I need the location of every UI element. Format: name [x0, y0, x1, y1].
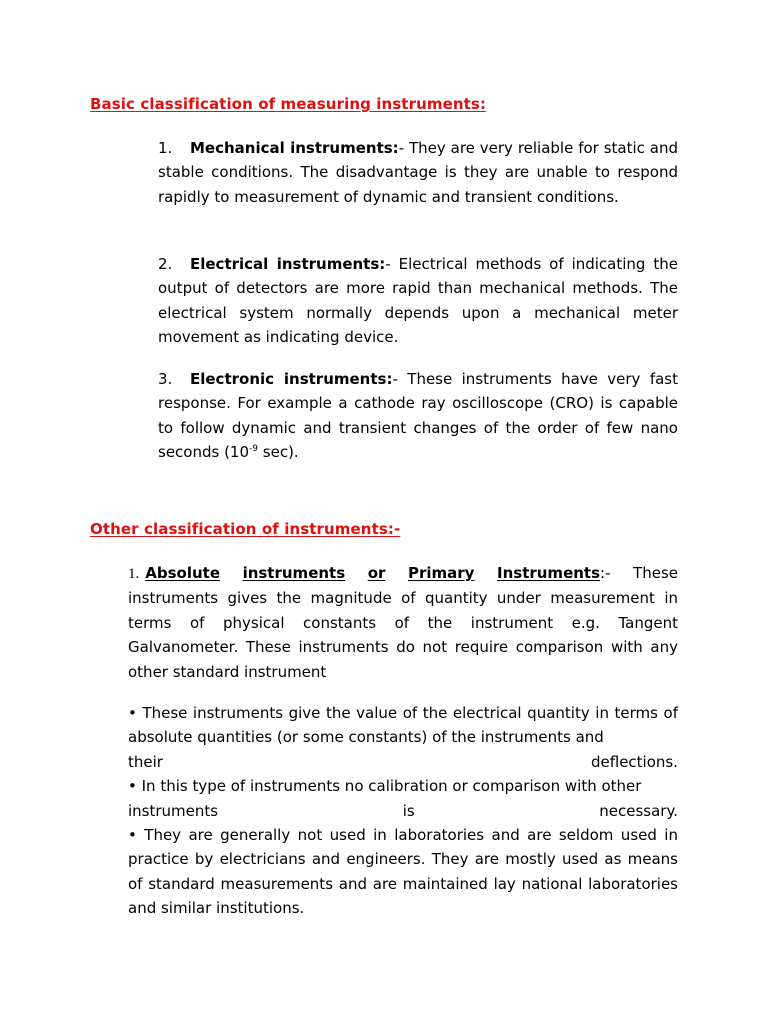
bullet-word: necessary. [599, 801, 678, 820]
bullet-item: • In this type of instruments no calibration or comparison with other [128, 777, 642, 796]
item-number: 3. [158, 370, 173, 388]
item-separator: - [392, 370, 398, 388]
item-text: instruments gives the magnitude of quantity under measurement in terms of physical constants of the instrument e.g. Tangent Galvanometer. These instruments do not require comparison with any other standard instrument [128, 589, 678, 681]
item-separator: :- [600, 564, 611, 582]
term-word: Absolute [145, 564, 220, 582]
bullet-word: deflections. [591, 752, 678, 771]
item-separator: - [385, 255, 391, 273]
item-first-line [128, 561, 678, 586]
bullet-item-last-line [128, 799, 678, 823]
heading-other-classification: Other classification of instruments:- [90, 520, 401, 538]
bullet-word: their [128, 752, 163, 771]
bullet-list [128, 701, 678, 921]
item-number: 1. [158, 139, 173, 157]
item-number: 1. [128, 566, 140, 582]
term-word: or [367, 564, 386, 582]
term-word: Primary [407, 564, 475, 582]
item-electronic [158, 367, 678, 465]
item-text: These instruments have very fast response. For example a cathode ray oscilloscope (CRO) is capable to follow dynamic and transient changes of the order of few nano seconds (10 [158, 370, 678, 462]
bullet-word: is [402, 801, 415, 820]
item-mechanical [158, 136, 678, 209]
term-last-group [497, 561, 610, 586]
bullet-item: • They are generally not used in laboratories and are seldom used in practice by electricians and engineers. They are mostly used as means of standard measurements and are maintained lay national laboratories and similar institutions. [128, 826, 678, 918]
item-number-and-term [128, 561, 220, 586]
item-term: Mechanical instruments: [190, 139, 399, 157]
item-absolute-instruments [128, 561, 678, 684]
item-term: Electrical instruments: [190, 255, 386, 273]
item-superscript: -9 [249, 444, 259, 455]
bullet-word: instruments [128, 801, 219, 820]
item-text-start: These [633, 564, 678, 582]
item-text-end: sec). [258, 443, 299, 462]
item-separator: - [398, 139, 405, 157]
item-electrical [158, 252, 678, 350]
item-term: Electronic instruments: [190, 370, 393, 388]
bullet-item-last-line [128, 750, 678, 774]
item-text: They are very reliable for static and stable conditions. The disadvantage is they are unable to respond rapidly to measurement of dynamic and transient conditions. [158, 139, 678, 206]
item-number: 2. [158, 255, 173, 273]
term-word: instruments [242, 564, 346, 582]
heading-basic-classification: Basic classification of measuring instruments: [90, 95, 487, 113]
item-text: Electrical methods of indicating the output of detectors are more rapid than mechanical methods. The electrical system normally depends upon a mechanical meter movement as indicating device. [158, 255, 678, 347]
term-word: Instruments [497, 564, 601, 582]
bullet-item: • These instruments give the value of the electrical quantity in terms of absolute quantities (or some constants) of the instruments and [128, 704, 678, 747]
